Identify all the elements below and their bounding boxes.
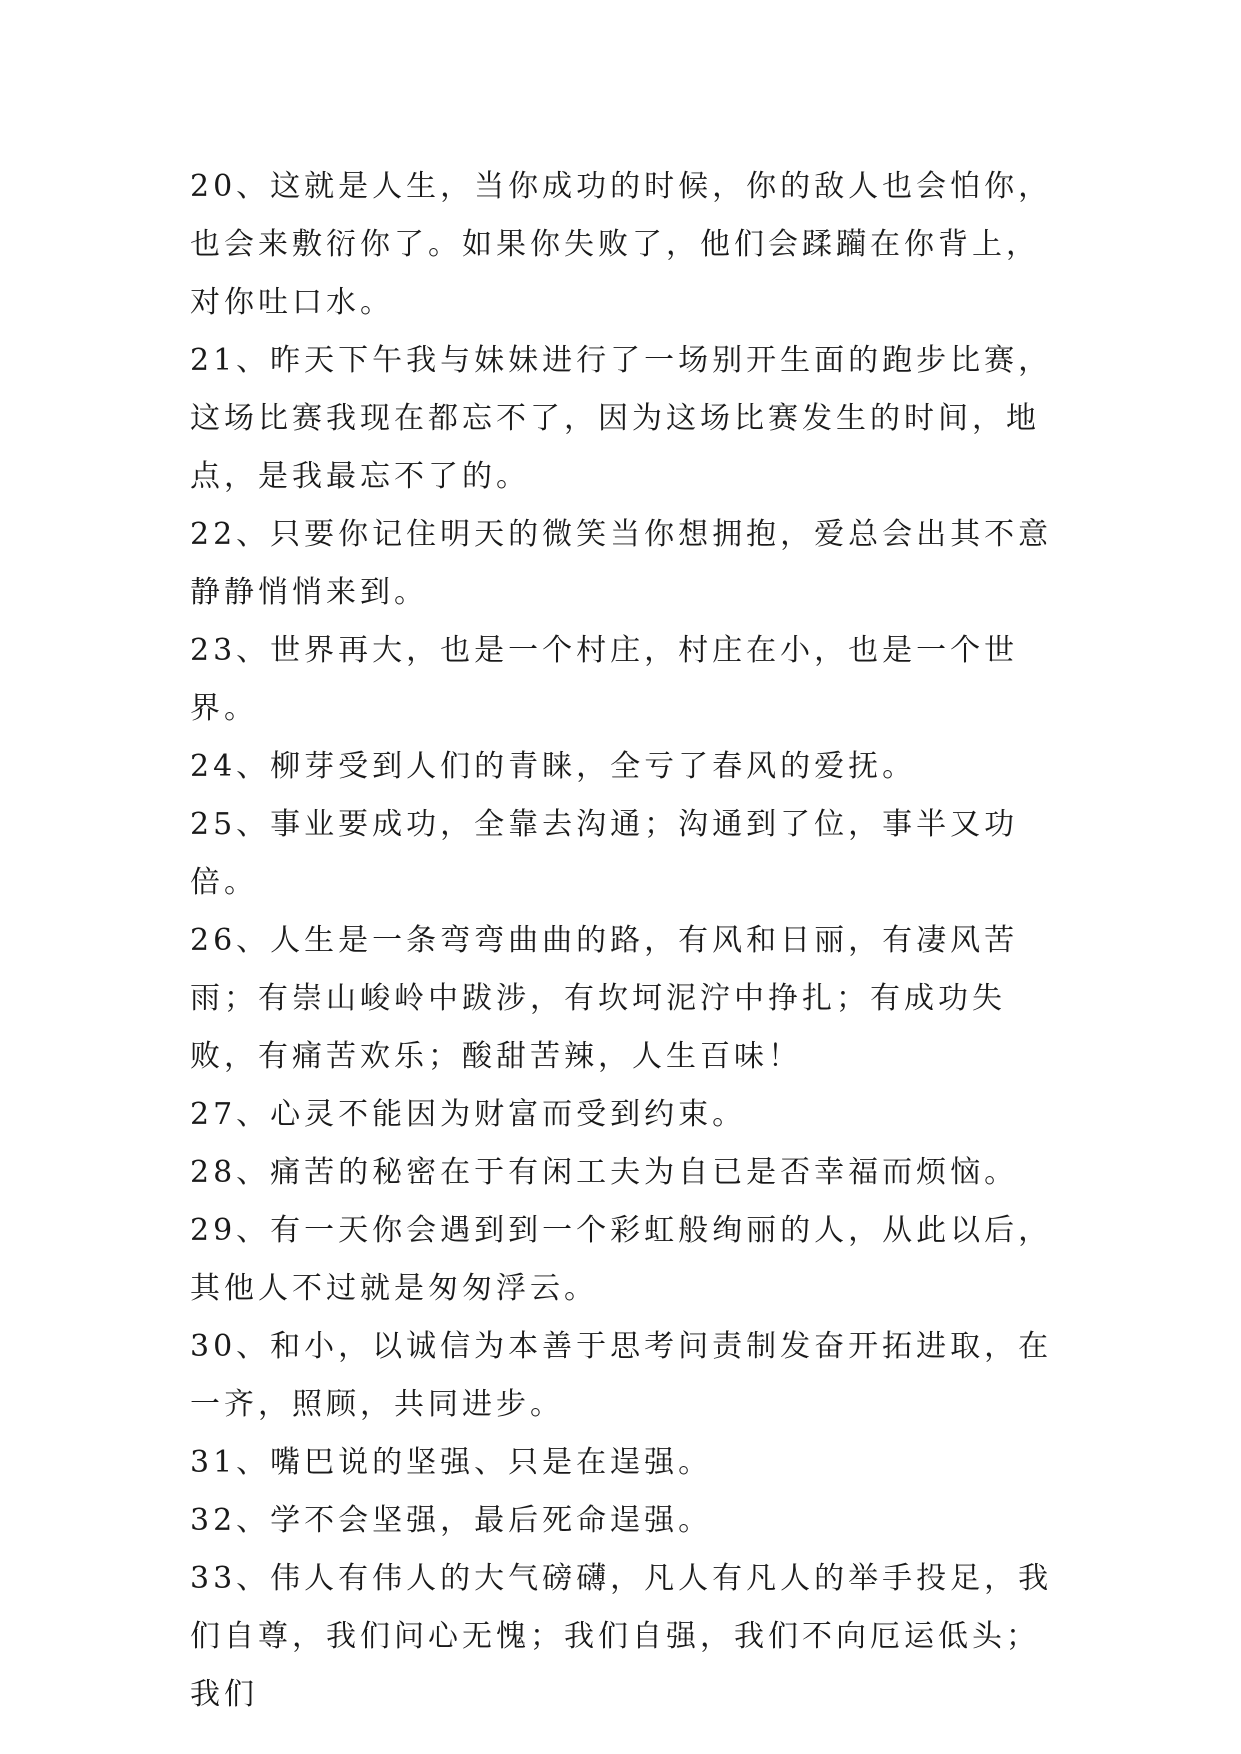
paragraph-21: 21、昨天下午我与妹妹进行了一场别开生面的跑步比赛，这场比赛我现在都忘不了，因为这场比赛发生的时间，地点，是我最忘不了的。 (190, 343, 1053, 494)
paragraph-23: 23、世界再大，也是一个村庄，村庄在小，也是一个世界。 (190, 633, 1019, 726)
paragraph-30: 30、和小，以诚信为本善于思考问责制发奋开拓进取，在一齐，照顾，共同进步。 (190, 1329, 1053, 1422)
paragraph-32: 32、学不会坚强，最后死命逞强。 (190, 1503, 713, 1538)
paragraph-22: 22、只要你记住明天的微笑当你想拥抱，爱总会出其不意静静悄悄来到。 (190, 517, 1053, 610)
document-body (190, 158, 1070, 1724)
paragraph-27: 27、心灵不能因为财富而受到约束。 (190, 1097, 747, 1132)
paragraph-33: 33、伟人有伟人的大气磅礴，凡人有凡人的举手投足，我们自尊，我们问心无愧；我们自强，我们不向厄运低头；我们 (190, 1561, 1053, 1712)
paragraph-24: 24、柳芽受到人们的青睐，全亏了春风的爱抚。 (190, 749, 917, 784)
paragraph-29: 29、有一天你会遇到到一个彩虹般绚丽的人，从此以后，其他人不过就是匆匆浮云。 (190, 1213, 1053, 1306)
paragraph-28: 28、痛苦的秘密在于有闲工夫为自已是否幸福而烦恼。 (190, 1155, 1019, 1190)
paragraph-20: 20、这就是人生，当你成功的时候，你的敌人也会怕你，也会来敷衍你了。如果你失败了，他们会蹂躏在你背上，对你吐口水。 (190, 169, 1053, 320)
paragraph-25: 25、事业要成功，全靠去沟通；沟通到了位，事半又功倍。 (190, 807, 1019, 900)
paragraph-26: 26、人生是一条弯弯曲曲的路，有风和日丽，有凄风苦雨；有崇山峻岭中跋涉，有坎坷泥泞中挣扎；有成功失败，有痛苦欢乐；酸甜苦辣，人生百味！ (190, 923, 1019, 1074)
paragraph-31: 31、嘴巴说的坚强、只是在逞强。 (190, 1445, 713, 1480)
